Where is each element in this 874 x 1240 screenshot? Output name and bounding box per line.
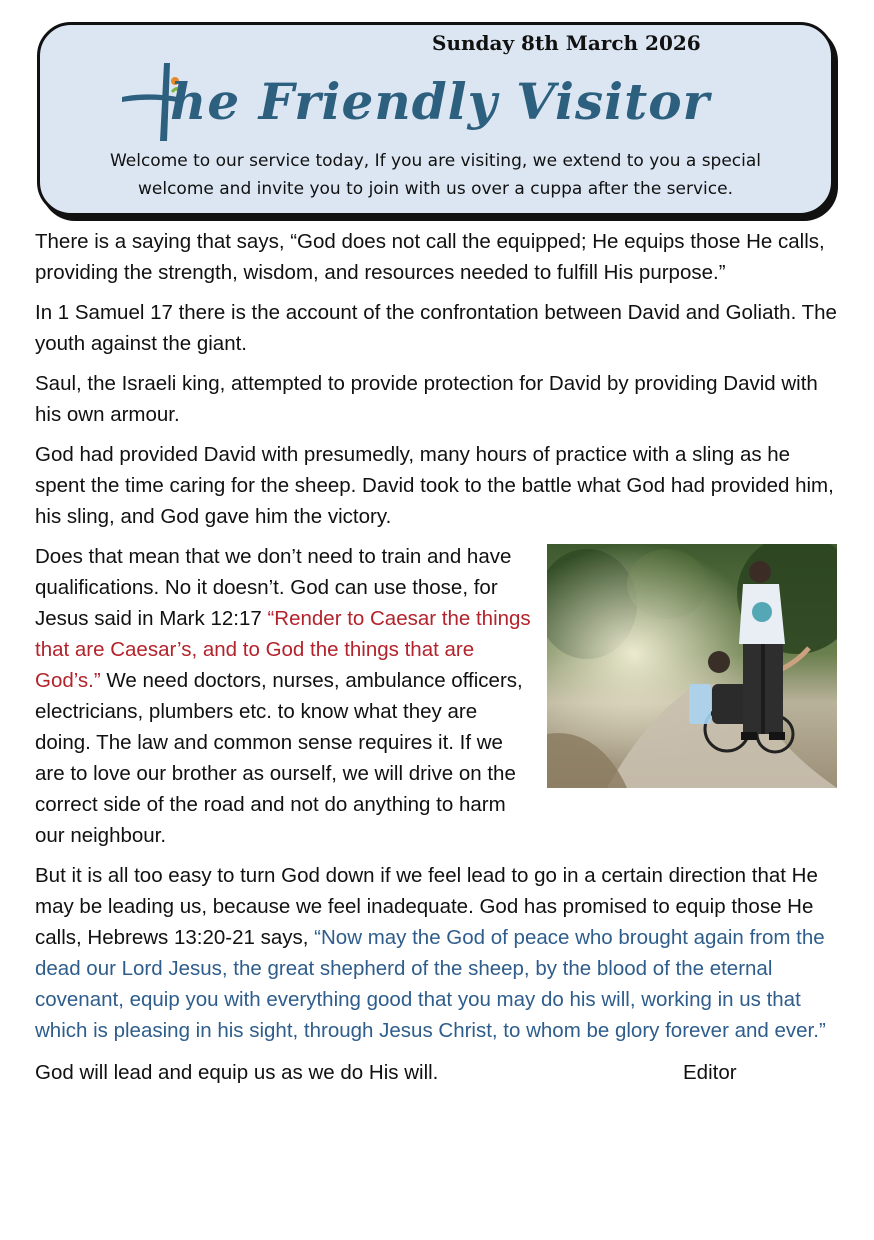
article-paragraph-4: God had provided David with presumedly, many hours of practice with a sling as he spent the time caring for the sheep. David took to the battle what God had provided him, his sling, and God gave him the victory. [35,443,834,528]
photo-frame [547,544,841,790]
welcome-message [40,147,831,203]
issue-date: Sunday 8th March 2026 [432,31,701,55]
welcome-line-1: Welcome to our service today, If you are visiting, we extend to you a special [109,151,762,171]
paragraph-5-rest: We need doctors, nurses, ambulance officers, electricians, plumbers etc. to know what they are doing. The law and common sense requires it. If we are to love our brother as ourself, we will drive on the correct side of the road and not do anything to harm our neighbour. [35,669,523,847]
article-paragraph-3: Saul, the Israeli king, attempted to provide protection for David by providing David with his own armour. [35,372,818,426]
closing-line [35,1057,841,1088]
hebrews-scripture-quote: “Now may the God of peace who brought again from the dead our Lord Jesus, the great shepherd of the sheep, by the blood of the eternal covenant, equip you with everything good that you may do his will, working in us that which is pleasing in his sight, through Jesus Christ, to whom be glory forever and ever.” [35,926,826,1042]
article-body [35,226,841,1088]
caregiver-pushing-wheelchair-photo [547,544,837,788]
mark-scripture-quote: “Render to Caesar the things that are Caesar’s, and to God the things that are God’s.” [35,607,531,692]
article-paragraph-1: There is a saying that says, “God does not call the equipped; He equips those He calls, providing the strength, wisdom, and resources needed to fulfill His purpose.” [35,230,825,284]
newsletter-title: he Friendly Visitor [170,72,710,131]
editor-signature: Editor [683,1061,737,1084]
article-paragraph-2: In 1 Samuel 17 there is the account of the confrontation between David and Goliath. The youth against the giant. [35,301,837,355]
paragraph-5-intro: Does that mean that we don’t need to train and have qualifications. No it doesn’t. God can use those, for Jesus said in Mark 12:17 [35,545,512,630]
article-paragraph-5 [35,541,841,851]
article-paragraph-6 [35,860,841,1046]
paragraph-6-intro: But it is all too easy to turn God down if we feel lead to go in a certain direction that He may be leading us, because we feel inadequate. God has promised to equip those He calls, Hebrews 13:20-21 says, [35,864,818,949]
newsletter-header [37,22,834,216]
closing-sentence: God will lead and equip us as we do His will. [35,1061,439,1084]
welcome-line-2: welcome and invite you to join with us over a cuppa after the service. [138,179,733,199]
